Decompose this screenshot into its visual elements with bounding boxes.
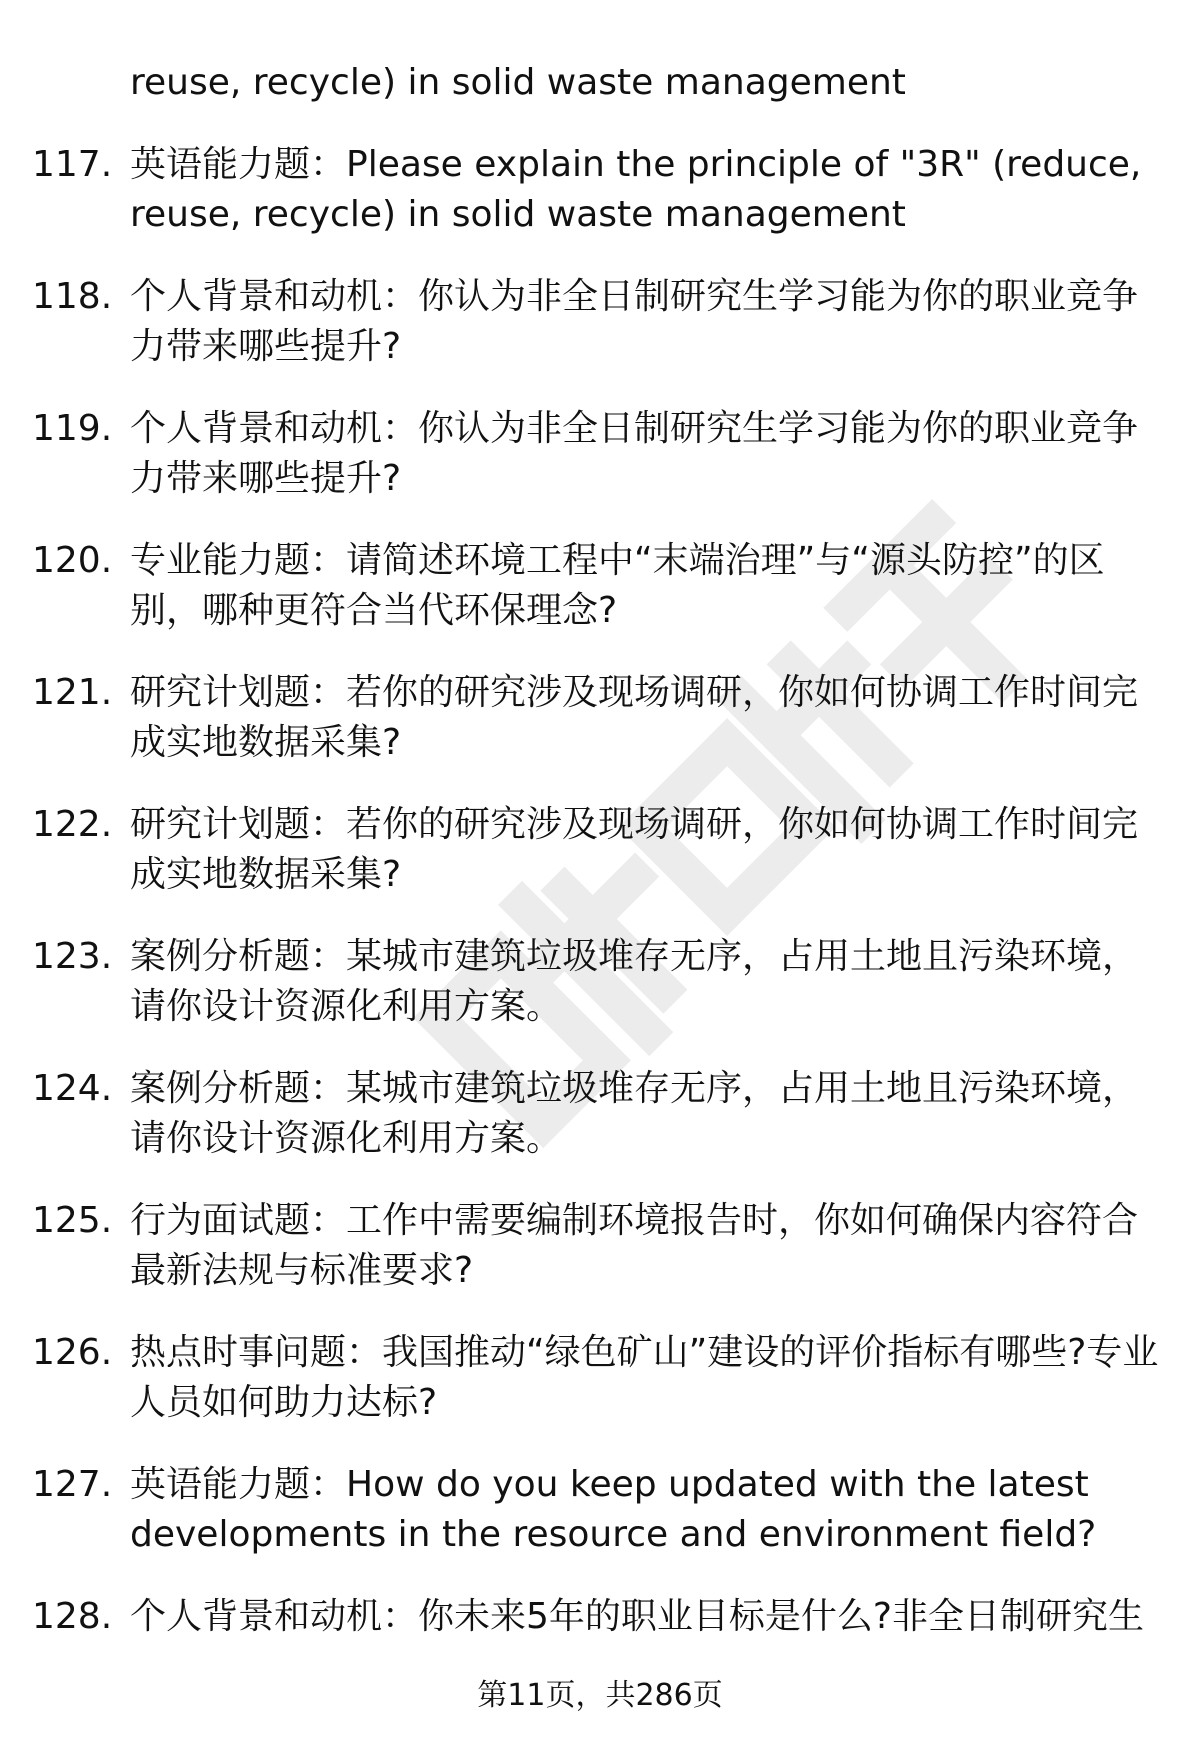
list-item: [32, 932, 1172, 1032]
list-item: [32, 404, 1172, 504]
question-text: 案例分析题：某城市建筑垃圾堆存无序，占用土地且污染环境，请你设计资源化利用方案。: [130, 936, 1139, 1027]
question-text: 热点时事问题：我国推动“绿色矿山”建设的评价指标有哪些?专业人员如何助力达标?: [130, 1332, 1159, 1423]
question-number: 126.: [32, 1332, 113, 1373]
question-text: 英语能力题：Please explain the principle of "3R" (reduce, reuse, recycle) in solid waste management: [130, 144, 1142, 235]
question-number: 121.: [32, 672, 113, 713]
question-number: 118.: [32, 276, 113, 317]
continuation-text: reuse, recycle) in solid waste management: [130, 62, 906, 103]
question-number: 120.: [32, 540, 113, 581]
question-number: 117.: [32, 144, 113, 185]
list-item: [32, 1196, 1172, 1296]
question-text: 行为面试题：工作中需要编制环境报告时，你如何确保内容符合最新法规与标准要求?: [130, 1200, 1139, 1291]
question-text: 个人背景和动机：你认为非全日制研究生学习能为你的职业竞争力带来哪些提升?: [130, 408, 1139, 499]
question-text: 研究计划题：若你的研究涉及现场调研，你如何协调工作时间完成实地数据采集?: [130, 672, 1139, 763]
question-text: 研究计划题：若你的研究涉及现场调研，你如何协调工作时间完成实地数据采集?: [130, 804, 1139, 895]
list-item: [32, 668, 1172, 768]
question-text: 专业能力题：请简述环境工程中“末端治理”与“源头防控”的区别，哪种更符合当代环保理念?: [130, 540, 1105, 631]
list-item: [32, 1592, 1172, 1642]
question-text: 个人背景和动机：你认为非全日制研究生学习能为你的职业竞争力带来哪些提升?: [130, 276, 1139, 367]
question-number: 122.: [32, 804, 113, 845]
question-list: [32, 58, 1172, 1674]
question-text: 个人背景和动机：你未来5年的职业目标是什么?非全日制研究生: [130, 1596, 1145, 1637]
question-number: 119.: [32, 408, 113, 449]
list-item: [32, 800, 1172, 900]
question-number: 127.: [32, 1464, 113, 1505]
list-item: [32, 1064, 1172, 1164]
list-item: [32, 1460, 1172, 1560]
question-number: 124.: [32, 1068, 113, 1109]
question-text: 英语能力题：How do you keep updated with the latest developments in the resource and environment field?: [130, 1464, 1097, 1555]
question-text: 案例分析题：某城市建筑垃圾堆存无序，占用土地且污染环境，请你设计资源化利用方案。: [130, 1068, 1139, 1159]
page-footer: 第11页，共286页: [477, 1678, 723, 1713]
question-number: 125.: [32, 1200, 113, 1241]
question-number: 128.: [32, 1596, 113, 1637]
list-item: [32, 140, 1172, 240]
list-item: [32, 1328, 1172, 1428]
list-item: [32, 272, 1172, 372]
list-item: [32, 536, 1172, 636]
question-number: 123.: [32, 936, 113, 977]
